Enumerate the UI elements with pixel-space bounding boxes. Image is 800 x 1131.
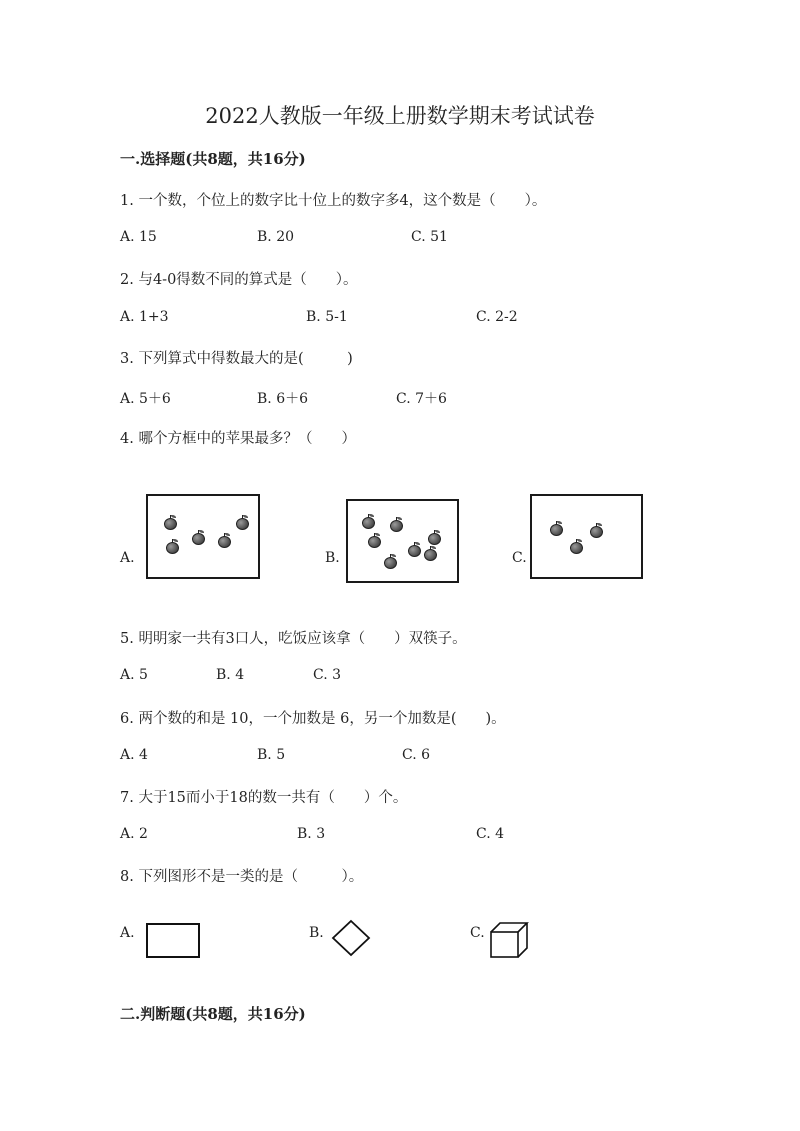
q4-option-c: C. xyxy=(512,550,527,566)
q5-option-a: A. 5 xyxy=(120,667,148,683)
question-6: 6. 两个数的和是 10，一个加数是 6，另一个加数是( )。 xyxy=(120,711,506,727)
q1-option-b: B. 20 xyxy=(257,229,295,245)
diamond-shape-icon xyxy=(329,918,373,958)
rectangle-shape-icon xyxy=(144,920,202,960)
question-1: 1. 一个数，个位上的数字比十位上的数字多4，这个数是（ ）。 xyxy=(120,193,547,209)
q6-option-b: B. 5 xyxy=(257,747,286,763)
apple-icon xyxy=(428,533,441,545)
q2-option-b: B. 5-1 xyxy=(306,309,348,325)
q5-option-c: C. 3 xyxy=(313,667,342,683)
question-7: 7. 大于15而小于18的数一共有（ ）个。 xyxy=(120,790,408,806)
apple-box-a xyxy=(146,494,260,579)
question-4: 4. 哪个方框中的苹果最多？（ ） xyxy=(120,431,356,447)
apple-icon xyxy=(192,533,205,545)
apple-icon xyxy=(164,518,177,530)
apple-icon xyxy=(390,520,403,532)
q3-option-b: B. 6＋6 xyxy=(257,391,309,407)
q1-option-c: C. 51 xyxy=(411,229,448,245)
cube-shape-icon xyxy=(488,920,532,960)
q8-option-b: B. xyxy=(309,925,324,941)
apple-box-b xyxy=(346,499,459,583)
q5-option-b: B. 4 xyxy=(216,667,245,683)
section-heading-choice: 一.选择题(共8题，共16分) xyxy=(120,150,306,168)
q2-option-c: C. 2-2 xyxy=(476,309,518,325)
apple-icon xyxy=(368,536,381,548)
question-8: 8. 下列图形不是一类的是（ ）。 xyxy=(120,869,364,885)
q4-option-a: A. xyxy=(120,550,135,566)
q8-option-c: C. xyxy=(470,925,485,941)
q6-option-a: A. 4 xyxy=(120,747,148,763)
apple-icon xyxy=(384,557,397,569)
question-2: 2. 与4-0得数不同的算式是（ ）。 xyxy=(120,272,358,288)
q1-option-a: A. 15 xyxy=(120,229,157,245)
q7-option-c: C. 4 xyxy=(476,826,505,842)
section-heading-judgment: 二.判断题(共8题，共16分) xyxy=(120,1005,306,1023)
q8-option-a: A. xyxy=(120,925,135,941)
apple-icon xyxy=(590,526,603,538)
apple-icon xyxy=(570,542,583,554)
apple-box-c xyxy=(530,494,643,579)
q4-option-b: B. xyxy=(325,550,340,566)
apple-icon xyxy=(550,524,563,536)
apple-icon xyxy=(408,545,421,557)
apple-icon xyxy=(424,549,437,561)
q7-option-b: B. 3 xyxy=(297,826,326,842)
q3-option-c: C. 7＋6 xyxy=(396,391,447,407)
q3-option-a: A. 5＋6 xyxy=(120,391,171,407)
question-3: 3. 下列算式中得数最大的是( ) xyxy=(120,351,353,367)
q2-option-a: A. 1+3 xyxy=(120,309,169,325)
apple-icon xyxy=(236,518,249,530)
question-5: 5. 明明家一共有3口人，吃饭应该拿（ ）双筷子。 xyxy=(120,631,467,647)
q6-option-c: C. 6 xyxy=(402,747,431,763)
page-title: 2022人教版一年级上册数学期末考试试卷 xyxy=(205,104,595,128)
apple-icon xyxy=(166,542,179,554)
q7-option-a: A. 2 xyxy=(120,826,148,842)
apple-icon xyxy=(362,517,375,529)
apple-icon xyxy=(218,536,231,548)
